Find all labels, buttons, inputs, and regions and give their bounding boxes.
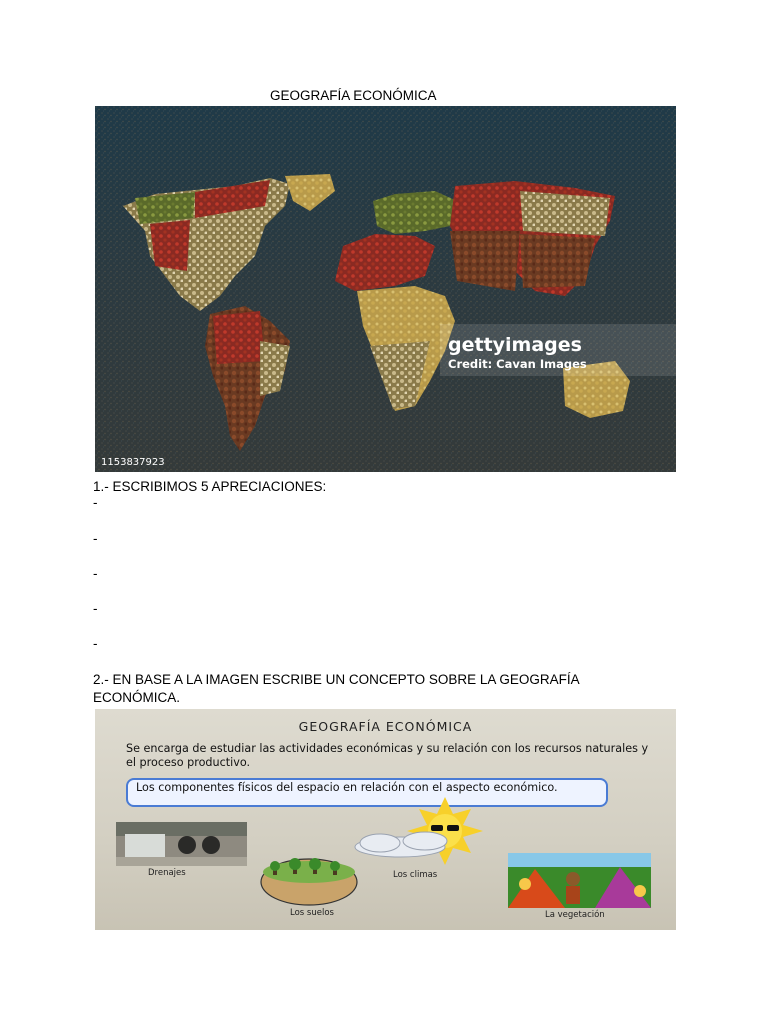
watermark-brand: gettyimages (448, 334, 582, 356)
slide-title: GEOGRAFÍA ECONÓMICA (298, 719, 473, 734)
caption-climas: Los climas (393, 870, 438, 880)
answer-line-2: - (93, 531, 98, 546)
spice-world-map-graphic (95, 106, 676, 472)
answer-line-1: - (93, 495, 98, 510)
caption-drenajes: Drenajes (148, 868, 186, 878)
slide-illustrations (95, 709, 676, 930)
document-title: GEOGRAFÍA ECONÓMICA (270, 88, 437, 103)
sun-clouds-icon (355, 797, 483, 865)
question-1: 1.- ESCRIBIMOS 5 APRECIACIONES: (93, 479, 327, 494)
soil-picture (261, 858, 357, 905)
slide-description: Se encarga de estudiar las actividades económicas y su relación con los recursos naturales y el proceso productivo. (126, 742, 649, 769)
drainage-picture (116, 822, 247, 866)
slide-highlight-box: Los componentes físicos del espacio en relación con el aspecto económico. (126, 778, 608, 807)
answer-line-4: - (93, 601, 98, 616)
question-2: 2.- EN BASE A LA IMAGEN ESCRIBE UN CONCEPTO SOBRE LA GEOGRAFÍA ECONÓMICA. (93, 672, 579, 705)
watermark-credit: Credit: Cavan Images (448, 357, 587, 371)
answer-line-3: - (93, 566, 98, 581)
image-id: 1153837923 (101, 457, 165, 468)
answer-line-5: - (93, 636, 98, 651)
spice-world-map-image (95, 106, 676, 472)
caption-vegetacion: La vegetación (545, 910, 605, 920)
caption-suelos: Los suelos (290, 908, 334, 918)
vegetation-picture (508, 853, 651, 908)
geography-slide-image (95, 709, 676, 930)
